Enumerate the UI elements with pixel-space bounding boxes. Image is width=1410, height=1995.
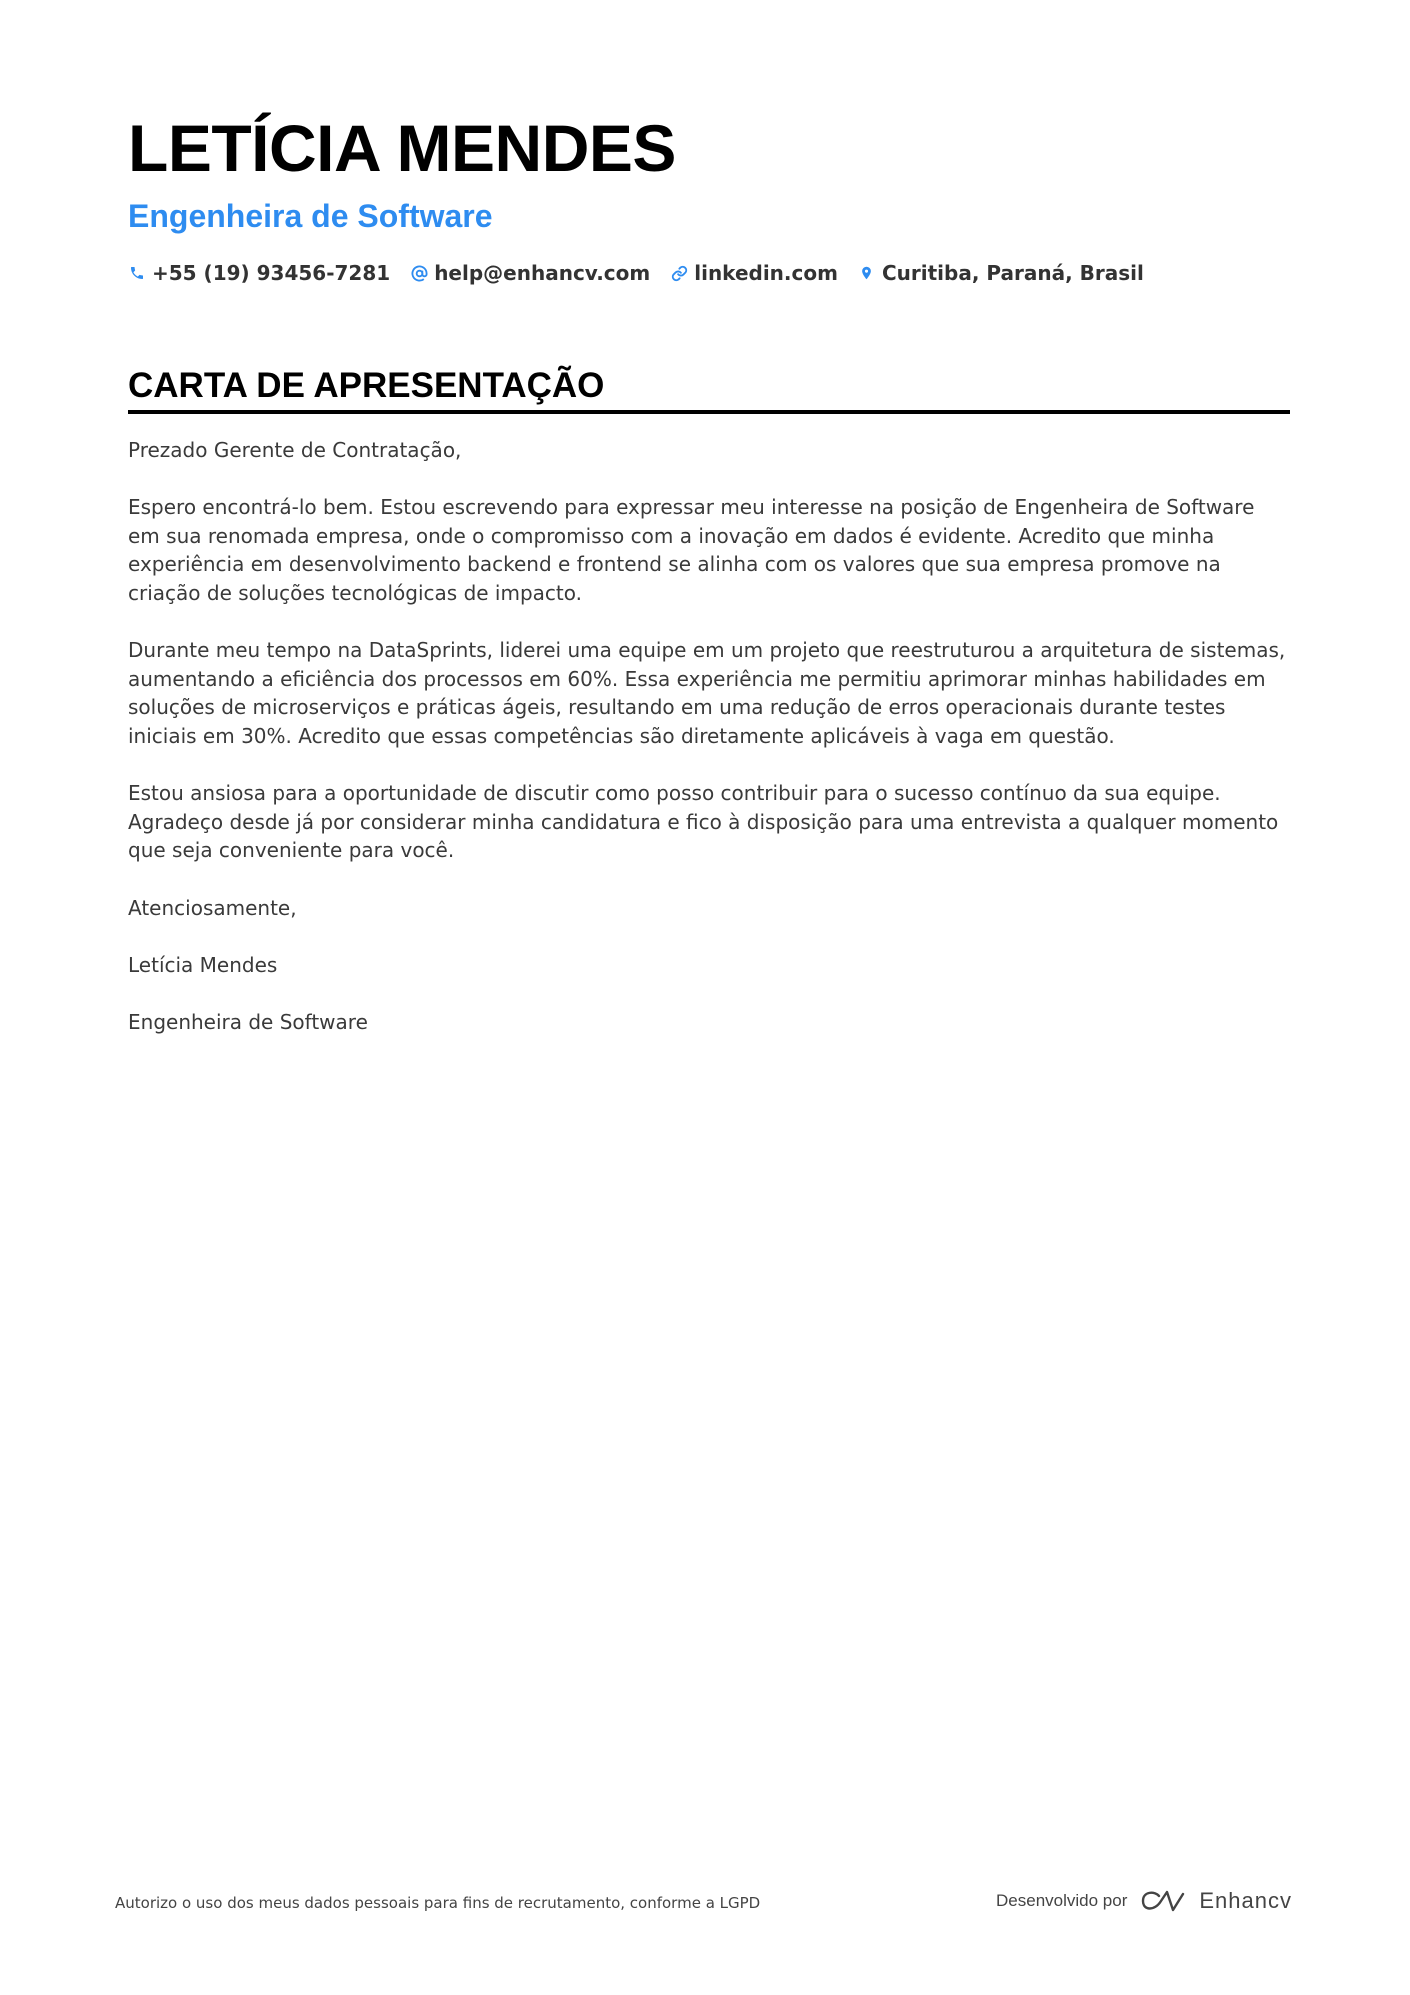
contact-email[interactable] [410,261,650,285]
at-icon [410,264,428,282]
contact-phone [128,261,390,285]
contact-linkedin-text[interactable]: linkedin.com [694,261,838,285]
section-divider [128,410,1290,414]
map-pin-icon [858,264,876,282]
signature-name: Letícia Mendes [128,952,278,977]
signature-title: Engenheira de Software [128,1009,368,1034]
brand-name: Enhancv [1199,1888,1292,1913]
contact-phone-text: +55 (19) 93456-7281 [152,261,391,285]
powered-by-label: Desenvolvido por [996,1891,1128,1910]
letter-paragraph: Durante meu tempo na DataSprints, liderei uma equipe em um projeto que reestruturou a arquitetura de sistemas, aumentando a eficiência dos processos em 60%. Essa experiência me permitiu aprimorar minhas habilidades em soluções de microserviços e práticas ágeis, resultando em uma redução de erros operacionais durante testes iniciais em 30%. Acredito que essas competências são diretamente aplicáveis à vaga em questão. [128,638,1286,748]
contact-linkedin[interactable] [670,261,838,285]
contact-email-text[interactable]: help@enhancv.com [434,261,651,285]
job-title: Engenheira de Software [128,198,493,234]
letter-body [128,436,1290,1036]
link-icon [670,264,688,282]
powered-by[interactable] [996,1888,1292,1914]
letter-closing: Atenciosamente, [128,895,297,920]
candidate-name: LETÍCIA MENDES [128,111,676,185]
phone-icon [128,264,146,282]
letter-salutation: Prezado Gerente de Contratação, [128,438,462,462]
header [128,108,1288,288]
enhancv-logo-icon [1139,1888,1187,1914]
contact-bar [128,258,1288,288]
section-title: CARTA DE APRESENTAÇÃO [128,366,605,405]
contact-location-text: Curitiba, Paraná, Brasil [881,261,1144,285]
contact-location [858,261,1144,285]
letter-paragraph: Estou ansiosa para a oportunidade de discutir como posso contribuir para o sucesso contínuo da sua equipe. Agradeço desde já por considerar minha candidatura e fico à disposição para uma entrevista a qualquer momento que seja conveniente para você. [128,781,1279,863]
consent-note: Autorizo o uso dos meus dados pessoais para fins de recrutamento, conforme a LGPD [115,1894,761,1912]
letter-paragraph: Espero encontrá-lo bem. Estou escrevendo para expressar meu interesse na posição de Engenheira de Software em sua renomada empresa, onde o compromisso com a inovação em dados é evidente. Acredito que minha experiência em desenvolvimento backend e frontend se alinha com os valores que sua empresa promove na criação de soluções tecnológicas de impacto. [128,495,1255,605]
cover-letter-section [128,364,1290,1065]
